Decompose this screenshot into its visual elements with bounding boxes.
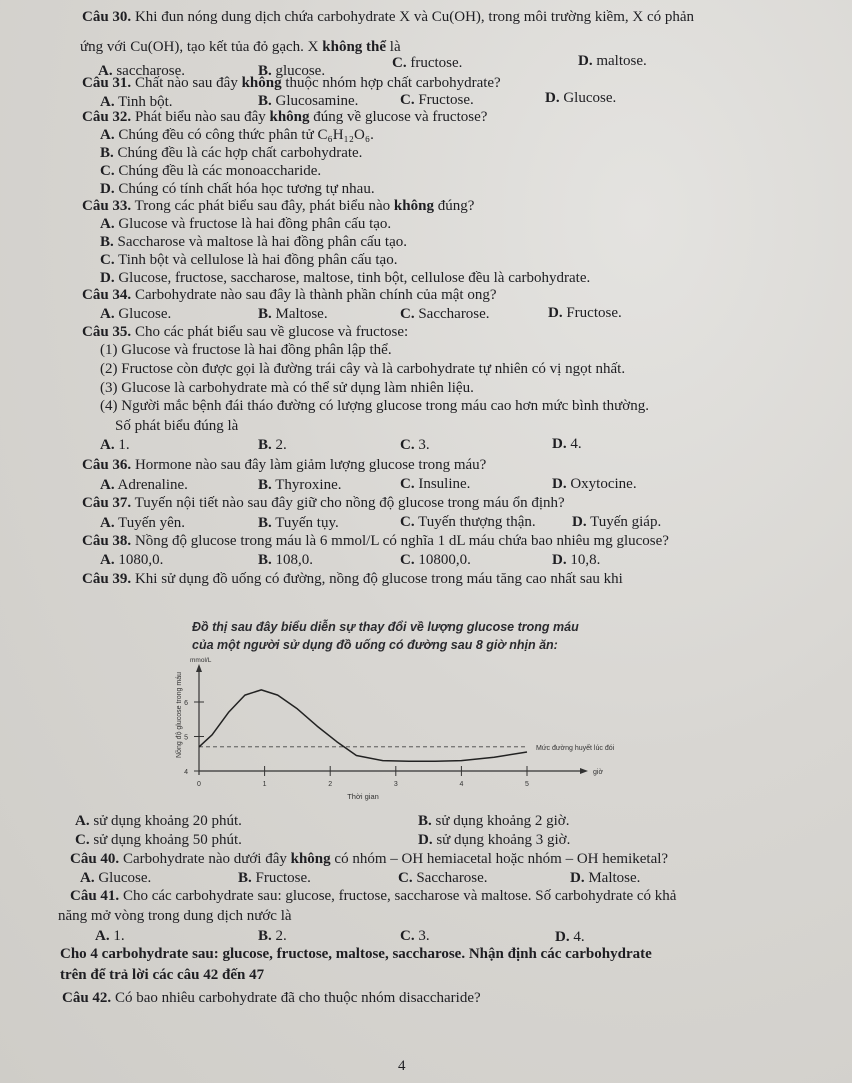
q31-option-d: D. Glucose.: [545, 90, 617, 106]
q31-option-c: C. Fructose.: [400, 92, 474, 108]
question-39-text: Câu 39. Khi sử dụng đồ uống có đường, nồng độ glucose trong máu tăng cao nhất sau khi: [82, 571, 623, 587]
page-number: 4: [398, 1058, 406, 1074]
q35-statement-2: (2) Fructose còn được gọi là đường trái cây và là carbohydrate tự nhiên có vị ngọt nhất.: [100, 361, 626, 377]
chart-title: Đồ thị sau đây biểu diễn sự thay đổi về lượng glucose trong máu: [192, 620, 579, 634]
q37-option-d: D. Tuyến giáp.: [572, 514, 662, 530]
x-tick-label: 0: [197, 781, 201, 788]
q31-option-b: B. Glucosamine.: [258, 93, 359, 109]
x-unit-label: giờ: [593, 769, 604, 776]
x-tick-label: 5: [525, 781, 529, 788]
q38-option-b: B. 108,0.: [258, 552, 314, 568]
question-41-text: Câu 41. Cho các carbohydrate sau: glucose, fructose, saccharose và maltose. Số carbohydrate có khả: [70, 888, 677, 904]
q35-statement-1: (1) Glucose và fructose là hai đồng phân lập thể.: [100, 342, 392, 358]
q35-ask: Số phát biểu đúng là: [115, 418, 239, 434]
q34-option-c: C. Saccharose.: [400, 306, 490, 322]
y-tick-label: 4: [184, 769, 188, 776]
x-tick-label: 1: [262, 781, 267, 788]
q33-option-c: C. Tinh bột và cellulose là hai đồng phân cấu tạo.: [100, 252, 398, 268]
question-30-text-cont: ứng với Cu(OH), tạo kết tủa đỏ gạch. X không thể là: [80, 39, 401, 55]
q33-option-d: D. Glucose, fructose, saccharose, maltose, tinh bột, cellulose đều là carbohydrate.: [100, 270, 591, 286]
x-tick-label: 4: [459, 781, 464, 788]
y-axis-label: Nồng độ glucose trong máu: [176, 672, 183, 758]
question-41-text-cont: năng mở vòng trong dung dịch nước là: [58, 908, 292, 924]
q33-option-a: A. Glucose và fructose là hai đồng phân cấu tạo.: [100, 216, 392, 232]
q30-option-b: B. glucose.: [258, 63, 326, 79]
q34-option-b: B. Maltose.: [258, 306, 328, 322]
q35-option-a: A. 1.: [100, 437, 130, 453]
question-37-text: Câu 37. Tuyến nội tiết nào sau đây giữ cho nồng độ glucose trong máu ổn định?: [82, 495, 565, 511]
q39-option-a: A. sử dụng khoảng 20 phút.: [75, 813, 242, 829]
q36-option-d: D. Oxytocine.: [552, 476, 637, 492]
q32-option-d: D. Chúng có tính chất hóa học tương tự nhau.: [100, 181, 375, 197]
y-tick-label: 6: [184, 700, 188, 707]
q40-option-a: A. Glucose.: [80, 870, 152, 886]
section-intro-cont: trên để trả lời các câu 42 đến 47: [60, 967, 265, 983]
q35-option-c: C. 3.: [400, 437, 430, 453]
y-tick-label: 5: [184, 734, 188, 742]
reference-label: Mức đường huyết lúc đói: [536, 744, 615, 752]
q41-option-a: A. 1.: [95, 928, 125, 944]
q30-option-c: C. fructose.: [392, 55, 463, 71]
q34-option-a: A. Glucose.: [100, 306, 172, 322]
q41-option-d: D. 4.: [555, 929, 585, 945]
question-36-text: Câu 36. Hormone nào sau đây làm giảm lượng glucose trong máu?: [82, 457, 487, 473]
q41-option-b: B. 2.: [258, 928, 287, 944]
q40-option-d: D. Maltose.: [570, 870, 641, 886]
q30-option-a: A. saccharose.: [98, 63, 186, 79]
q39-option-c: C. sử dụng khoảng 50 phút.: [75, 832, 242, 848]
q32-option-b: B. Chúng đều là các hợp chất carbohydrate.: [100, 145, 363, 161]
q38-option-c: C. 10800,0.: [400, 552, 471, 568]
question-42-text: Câu 42. Có bao nhiêu carbohydrate đã cho thuộc nhóm disaccharide?: [62, 990, 481, 1006]
q32-option-a: A. Chúng đều có công thức phân tử C₆H₁₂O₆.: [100, 127, 374, 143]
question-33-text: Câu 33. Trong các phát biểu sau đây, phát biểu nào không đúng?: [82, 198, 475, 214]
q35-option-d: D. 4.: [552, 436, 582, 452]
question-31-text: Câu 31. Chất nào sau đây không thuộc nhóm hợp chất carbohydrate?: [82, 75, 501, 91]
chart-subtitle: của một người sử dụng đồ uống có đường sau 8 giờ nhịn ăn:: [192, 638, 558, 652]
q34-option-d: D. Fructose.: [548, 305, 622, 321]
x-axis-label: Thời gian: [347, 792, 379, 801]
q33-option-b: B. Saccharose và maltose là hai đồng phân cấu tạo.: [100, 234, 407, 250]
section-intro: Cho 4 carbohydrate sau: glucose, fructose, maltose, saccharose. Nhận định các carbohydrate: [60, 946, 652, 962]
question-40-text: Câu 40. Carbohydrate nào dưới đây không có nhóm – OH hemiacetal hoặc nhóm – OH hemiketal?: [70, 851, 669, 867]
y-unit-label: mmol/L: [190, 657, 212, 664]
question-38-text: Câu 38. Nồng độ glucose trong máu là 6 mmol/L có nghĩa 1 dL máu chứa bao nhiêu mg glucose?: [82, 533, 669, 549]
x-tick-label: 3: [393, 781, 398, 788]
q35-statement-4: (4) Người mắc bệnh đái tháo đường có lượng glucose trong máu cao hơn mức bình thường.: [100, 398, 649, 414]
q37-option-c: C. Tuyến thượng thận.: [400, 514, 536, 530]
question-34-text: Câu 34. Carbohydrate nào sau đây là thành phần chính của mật ong?: [82, 287, 497, 303]
q41-option-c: C. 3.: [400, 928, 430, 944]
q40-option-c: C. Saccharose.: [398, 870, 488, 886]
x-tick-label: 2: [328, 781, 333, 788]
q38-option-d: D. 10,8.: [552, 552, 601, 568]
q38-option-a: A. 1080,0.: [100, 552, 164, 568]
q37-option-b: B. Tuyến tụy.: [258, 515, 339, 531]
q35-option-b: B. 2.: [258, 437, 287, 453]
q39-option-b: B. sử dụng khoảng 2 giờ.: [418, 813, 570, 829]
q39-option-d: D. sử dụng khoảng 3 giờ.: [418, 832, 571, 848]
q35-statement-3: (3) Glucose là carbohydrate mà có thể sử dụng làm nhiên liệu.: [100, 380, 474, 396]
q31-option-a: A. Tinh bột.: [100, 94, 173, 110]
q36-option-c: C. Insuline.: [400, 476, 471, 492]
q36-option-b: B. Thyroxine.: [258, 477, 342, 493]
q32-option-c: C. Chúng đều là các monoaccharide.: [100, 163, 322, 179]
q36-option-a: A. Adrenaline.: [100, 477, 188, 493]
question-35-text: Câu 35. Cho các phát biểu sau về glucose và fructose:: [82, 324, 409, 340]
question-30-text: Câu 30. Khi đun nóng dung dịch chứa carbohydrate X và Cu(OH), trong môi trường kiềm, X có phản: [82, 9, 695, 25]
q40-option-b: B. Fructose.: [238, 870, 311, 886]
q37-option-a: A. Tuyến yên.: [100, 515, 186, 531]
question-32-text: Câu 32. Phát biểu nào sau đây không đúng về glucose và fructose?: [82, 109, 488, 125]
q30-option-d: D. maltose.: [578, 53, 647, 69]
